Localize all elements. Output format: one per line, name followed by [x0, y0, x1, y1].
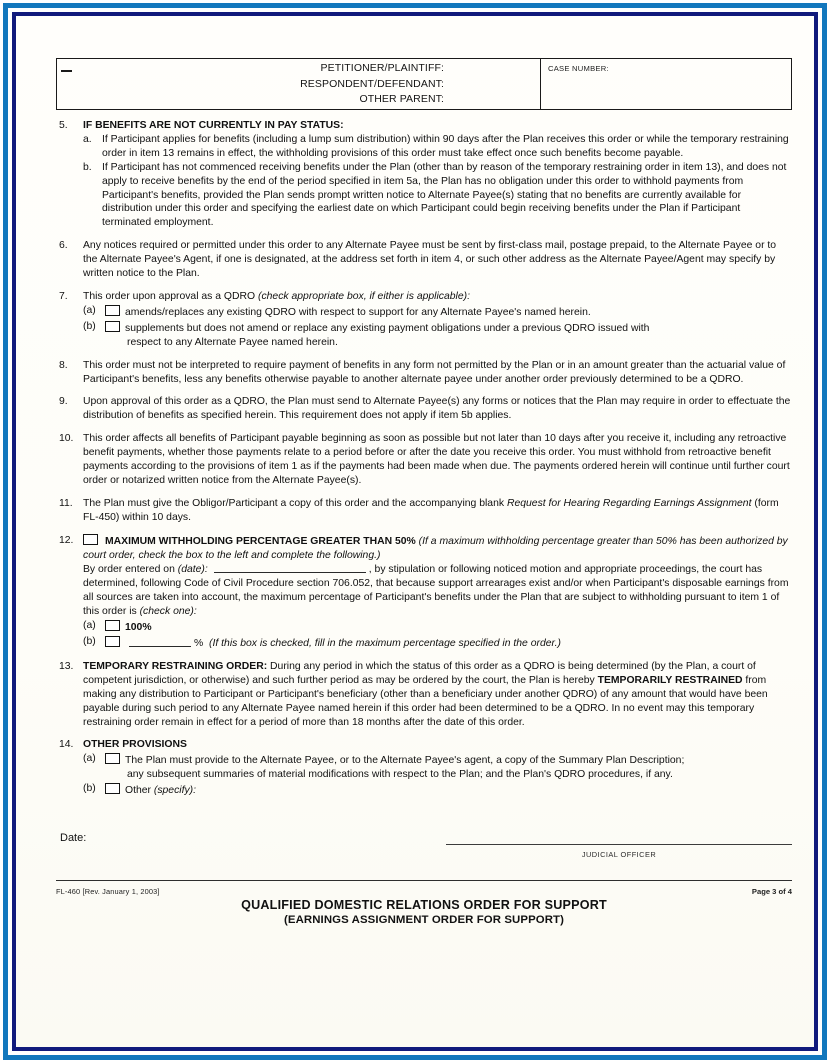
item-7b-text-continued: respect to any Alternate Payee named herein. — [127, 336, 338, 348]
item-14b-letter: (b) — [83, 783, 96, 795]
item-7a-letter: (a) — [83, 304, 96, 316]
item-8 — [56, 359, 792, 387]
item-12-number: 12. — [59, 534, 74, 546]
case-number-label: CASE NUMBER: — [548, 64, 609, 73]
item-7-lead — [83, 290, 792, 304]
date-label: Date: — [60, 832, 87, 845]
item-12a-text: 100% — [125, 622, 152, 634]
item-7a — [83, 304, 792, 320]
item-5b-text: If Participant has not commenced receiving benefits under the Plan (other than by reason of the temporary restraining order in item 13), and does not apply to receive benefits by the end of the period specified in item 5a, the Plan has no obligation under this order to withhold payments from Participant's benefits, provided the Plan sends prompt written notice to Alternate Payee(s) stating that no benefits are currently available for distribution under this order and specifying the earliest date on which Participant could begin receiving benefits under the Plan if Participant terminated employment. — [102, 161, 787, 229]
item-7b-checkbox[interactable] — [105, 321, 120, 332]
item-7-lead-text: This order upon approval as a QDRO — [83, 290, 258, 302]
item-7b-letter: (b) — [83, 320, 96, 332]
footer-title: QUALIFIED DOMESTIC RELATIONS ORDER FOR SUPPORT — [241, 898, 607, 913]
footer-subtitle: (EARNINGS ASSIGNMENT ORDER FOR SUPPORT) — [283, 914, 565, 927]
page-number-label: Page 3 of 4 — [751, 887, 792, 897]
item-7-number: 7. — [59, 290, 68, 302]
item-12b-percentage-input[interactable] — [129, 636, 191, 647]
case-number-cell — [541, 59, 791, 109]
item-11-form-title: Request for Hearing Regarding Earnings Assignment — [506, 497, 752, 509]
item-12-body — [83, 534, 792, 651]
item-14-body — [83, 738, 792, 798]
document-border-lightblue — [3, 3, 827, 1060]
item-5-heading: IF BENEFITS ARE NOT CURRENTLY IN PAY STATUS: — [83, 120, 344, 131]
item-12-checkbox[interactable] — [83, 534, 98, 545]
item-12-heading-row — [83, 534, 792, 563]
item-9 — [56, 395, 792, 423]
item-14a — [83, 752, 792, 782]
judicial-officer-label: JUDICIAL OFFICER — [581, 850, 657, 860]
item-11 — [56, 497, 792, 525]
item-14a-row — [105, 752, 792, 782]
petitioner-label: PETITIONER/PLAINTIFF: — [320, 62, 444, 74]
item-5-body — [83, 119, 792, 230]
item-10-text: This order affects all benefits of Participant payable beginning as soon as possible but not later than 10 days after you receive it, including any retroactive benefit payments, whether those payments relate to a period before or after the date you receive this order. You must withhold from retroactive benefit payments according to the provisions of item 1 as if the payments had been made when due. The payments ordered herein will continue until further court order or notarized written notice from the Alternate Payee(s). — [83, 433, 790, 486]
other-parent-label: OTHER PARENT: — [359, 93, 444, 105]
item-13-text-2: from making any distribution to Participant or Participant's beneficiary (other than a beneficiary under another QDRO) of any amount that would have been payable during such period to any Alternate Payee named herein if this order had been determined to be a QDRO. In no event may this temporary restraining order remain in effect for a period of more than 18 months after the date of this order. — [83, 674, 768, 728]
judicial-officer-signature-line[interactable] — [446, 844, 792, 845]
item-12-heading: MAXIMUM WITHHOLDING PERCENTAGE GREATER THAN 50% — [105, 535, 416, 547]
item-12a-letter: (a) — [83, 620, 96, 632]
item-7b — [83, 320, 792, 350]
item-5a-text: If Participant applies for benefits (including a lump sum distribution) within 90 days after the Plan receives this order or while the temporary restraining order in item 13 remains in effect, the withholding provisions of this order must take effect once such benefits become payable. — [102, 133, 789, 159]
item-12-date-label: (date): — [177, 564, 208, 576]
item-12-line-after: , by stipulation or following noticed motion and appropriate proceedings, the court has determined, following Code of Civil Procedure section 706.052, that because support arrearages exist and/or when Participant's disposable earnings from all sources are taken into account, the maximum percentage of Participant's benefits under the Plan that are subject to withholding pursuant to item 1 of this order is — [83, 564, 789, 618]
item-7-lead-italic: (check appropriate box, if either is applicable): — [258, 290, 470, 302]
document-border-navy — [12, 12, 818, 1051]
item-12a — [83, 619, 792, 635]
item-12b-row — [105, 635, 792, 651]
item-12-check-one: (check one): — [139, 606, 197, 618]
item-7b-text: supplements but does not amend or replace any existing payment obligations under a previous QDRO issued with — [125, 322, 650, 334]
document-content — [56, 58, 792, 928]
item-14 — [56, 738, 792, 798]
item-7a-row — [105, 304, 792, 320]
item-12b — [83, 635, 792, 651]
item-13-number: 13. — [59, 660, 74, 672]
item-13-body — [83, 660, 792, 730]
item-14b-row — [105, 782, 792, 798]
case-caption-table — [56, 58, 792, 110]
page-footer — [56, 881, 792, 928]
item-6 — [56, 239, 792, 281]
item-9-text: Upon approval of this order as a QDRO, the Plan must send to Alternate Payee(s) any forms or notices that the Plan may require in order to effectuate the distribution of benefits as specified herein. This requirement does not apply if item 5b applies. — [83, 396, 791, 422]
item-7a-checkbox[interactable] — [105, 305, 120, 316]
item-5a — [83, 133, 792, 161]
item-7-body — [83, 290, 792, 350]
form-code-label: FL-460 [Rev. January 1, 2003] — [56, 887, 160, 897]
item-12b-percent-symbol: % — [194, 638, 204, 649]
item-14a-letter: (a) — [83, 753, 96, 765]
party-names-cell — [57, 59, 541, 109]
item-8-text: This order must not be interpreted to require payment of benefits in any form not permitted by the Plan or in an amount greater than the actuarial value of Participant's benefits, less any benefits otherwise payable to another alternate payee under another order previously determined to be a QDRO. — [83, 359, 786, 385]
item-7a-text: amends/replaces any existing QDRO with respect to support for any Alternate Payee's named herein. — [125, 306, 591, 318]
item-12 — [56, 534, 792, 651]
item-11-body — [83, 497, 792, 525]
item-5-number: 5. — [59, 120, 68, 131]
item-13-text-1: During any period in which the status of this order as a QDRO is being determined (by the Plan, a court of competent jurisdiction, or otherwise) and such further period as may be ordered by the court, the Plan is hereby — [83, 660, 756, 686]
item-12a-row — [105, 619, 792, 635]
item-14b — [83, 782, 792, 798]
item-14b-specify-label: (specify): — [153, 785, 197, 797]
item-12-order-line — [83, 562, 792, 619]
item-14-number: 14. — [59, 739, 74, 751]
item-9-number: 9. — [59, 396, 68, 408]
document-page — [16, 16, 814, 1047]
item-8-number: 8. — [59, 359, 68, 371]
item-13 — [56, 660, 792, 730]
item-6-number: 6. — [59, 240, 68, 252]
item-13-heading: TEMPORARY RESTRAINING ORDER: — [83, 660, 268, 672]
item-12-line-lead: By order entered on — [83, 564, 178, 576]
item-12b-letter: (b) — [83, 636, 96, 647]
item-5a-letter: a. — [83, 133, 92, 145]
item-10 — [56, 432, 792, 488]
respondent-label: RESPONDENT/DEFENDANT: — [300, 77, 444, 90]
item-5b — [83, 161, 792, 231]
item-12-date-input[interactable] — [214, 562, 366, 573]
item-12-heading-italic: (If a maximum withholding percentage greater than 50% has been authorized by court order, check the box to the left and complete the following.) — [83, 535, 788, 561]
signature-block — [56, 828, 792, 874]
item-10-number: 10. — [59, 433, 74, 445]
item-12b-instruction: (If this box is checked, fill in the maximum percentage specified in the order.) — [209, 638, 561, 649]
item-6-text: Any notices required or permitted under this order to any Alternate Payee must be sent by first-class mail, postage prepaid, to the Alternate Payee or to the Alternate Payee's Agent, if one is designated, at the address set forth in item 4, or such other address as the Alternate Payee/Agent may specify by written notice to the Plan. — [83, 240, 777, 280]
form-items-list — [56, 119, 792, 798]
item-12b-checkbox[interactable] — [105, 636, 120, 647]
item-14a-checkbox[interactable] — [105, 753, 120, 764]
dash-mark-icon — [61, 70, 72, 72]
item-12a-checkbox[interactable] — [105, 620, 120, 631]
item-5 — [56, 119, 792, 230]
item-14a-text-continued: any subsequent summaries of material modifications with respect to the Plan; and the Plan's QDRO procedures, if any. — [127, 769, 673, 781]
item-7 — [56, 290, 792, 350]
item-14a-text: The Plan must provide to the Alternate Payee, or to the Alternate Payee's agent, a copy of the Summary Plan Description; — [125, 755, 685, 767]
item-11-number: 11. — [59, 497, 73, 509]
item-7b-row — [105, 320, 792, 350]
item-11-text-1: The Plan must give the Obligor/Participant a copy of this order and the accompanying blank — [83, 497, 507, 509]
item-13-bold-phrase: TEMPORARILY RESTRAINED — [597, 674, 743, 686]
item-14b-checkbox[interactable] — [105, 783, 120, 794]
item-14-heading: OTHER PROVISIONS — [83, 739, 187, 751]
item-11-text-2: (form FL-450) within 10 days. — [83, 497, 779, 523]
item-14b-text: Other — [125, 785, 154, 797]
item-5b-letter: b. — [83, 161, 92, 173]
